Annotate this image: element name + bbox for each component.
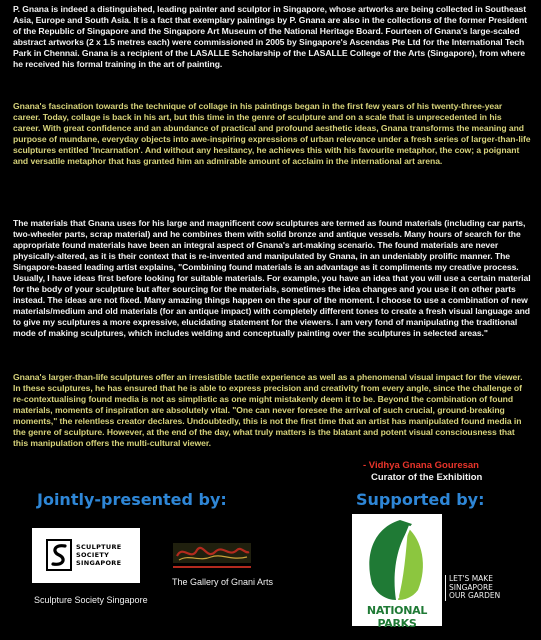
- signature-role: Curator of the Exhibition: [371, 472, 483, 483]
- collage-paragraph: Gnana's fascination towards the technique of collage in his paintings began in the first few years of his twenty-three-year career. Today, collage is back in his art, but this time in the genre of sculpture and on a scale that is unprecedented in his career. With great confidence and an abundance of practical and profound aesthetic ideas, Gnana transforms the meaning and purpose of mundane, everyday objects into awe-inspiring expressions of urban relevance under a fresh series of larger-than-life sculptures entitled 'Incarnation'. And without any hesitancy, he achieves this with his favourite metaphor, the cow; a poignant and versatile metaphor that has granted him an admirable amount of acclaim in the international art arena.: [13, 101, 531, 166]
- sculpture-society-logo-text: SCULPTURE SOCIETY SINGAPORE: [76, 543, 122, 567]
- national-parks-logo: [352, 514, 442, 630]
- national-parks-slogan: LET'S MAKE SINGAPORE OUR GARDEN: [445, 575, 504, 601]
- gnani-arts-caption: The Gallery of Gnani Arts: [172, 577, 274, 587]
- gnani-arts-logo-icon: [173, 540, 251, 572]
- signature-name: - Vidhya Gnana Gouresan: [363, 460, 479, 471]
- sculpture-society-caption: Sculpture Society Singapore: [34, 595, 148, 605]
- intro-paragraph: P. Gnana is indeed a distinguished, leading painter and sculptor in Singapore, whose artworks are being collected in Southeast Asia, Europe and South Asia. It is a fact that exemplary paintings by P. Gnana are also in the collections of the former President of the Republic of Singapore and the Singapore Art Museum of the National Heritage Board. Fourteen of Gnana's large-scaled abstract artworks (2 x 1.5 metres each) were commissioned in 2005 by Singapore's Ascendas Pte Ltd for the International Tech Park in Chennai. Gnana is a recipient of the LASALLE Scholarship of the LASALLE College of the Arts (Singapore), from where he received his formal training in the art of painting.: [13, 4, 528, 69]
- sculpture-society-mark-icon: [46, 539, 72, 571]
- supported-by-heading: Supported by:: [356, 490, 485, 509]
- jointly-presented-heading: Jointly-presented by:: [37, 490, 227, 509]
- materials-paragraph: The materials that Gnana uses for his large and magnificent cow sculptures are termed as found materials (including car parts, two-wheeler parts, scrap material) and he combines them with solid bronze and antique vessels. Many hours of search for the appropriate found materials have been an integral aspect of Gnana's art-making scenario. The found materials are never physically-altered, as it is their context that is re-invented and manipulated by Gnana, in an undeniably prolific manner. The Singapore-based leading artist explains, "Combining found materials is an advantage as it compliments my creative process. Usually, I have ideas first before looking for suitable materials. For example, you have an idea that you will use a certain material for the body of your sculpture but after sourcing for the materials, sometimes the idea changes and you use it on other parts instead. The ideas are not fixed. Many amazing things happen on the spur of the moment. I choose to use a combination of new materials/medium and old materials (for an antique impact) with completely different tones to create a fresh visual language and to give my sculptures a more expressive, elucidating statement for the viewers. I am very fond of manipulating the traditional mode of making sculptures, which includes welding and conceptually painting over the sculptures in selected areas.": [13, 218, 531, 338]
- leaf-icon: [352, 514, 442, 604]
- sculptures-paragraph: Gnana's larger-than-life sculptures offer an irresistible tactile experience as well as a phenomenal visual impact for the viewer. In these sculptures, he has ensured that he is able to express precision and creativity from every angle, since the challenge of re-contextualising found media is not as simplistic as one might mistakenly deem it to be. Beyond the combination of found materials, moments of inspiration are absolutely vital. "One can never foresee the arrival of such crucial, ground-breaking moments," the relentless creator declares. Undoubtedly, this is not the first time that an artist has manipulated found media in the genre of sculpture. However, at the end of the day, what truly matters is the blatant and potent visual consciousness that this manipulation offers the multi-cultural viewer.: [13, 372, 523, 448]
- national-parks-wordmark: NATIONAL PARKS: [366, 604, 428, 630]
- sculpture-society-logo: [32, 528, 140, 583]
